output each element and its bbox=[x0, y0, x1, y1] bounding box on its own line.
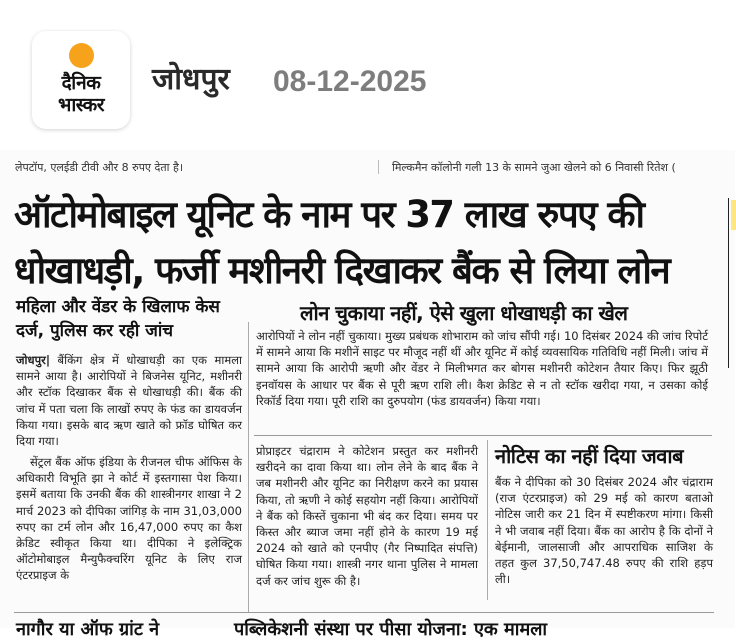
notice-subheadline: नोटिस का नहीं दिया जवाब bbox=[495, 444, 683, 468]
headline-line-2: धोखाधड़ी, फर्जी मशीनरी दिखाकर बैंक से लिया लोन bbox=[14, 249, 670, 292]
headline-line-1: ऑटोमोबाइल यूनिट के नाम पर 37 लाख रुपए की bbox=[14, 193, 644, 236]
adjacent-column-edge bbox=[728, 198, 735, 368]
left-para-1-text: बैंकिंग क्षेत्र में धोखाधड़ी का एक मामला सामने आया है। आरोपियों ने बिजनेस यूनिट, मशीनरी और स्टॉक दिखाकर बैंक से धोखाधड़ी की। बैंक की जांच में पता चला कि लाखों रुपए के फंड का डायवर्जन किया गया। इसके बाद ऋण खाते को फ्रॉड घोषित कर दिया गया। bbox=[16, 353, 242, 449]
edition-date: 08-12-2025 bbox=[273, 65, 427, 98]
middle-top-body: आरोपियों ने लोन नहीं चुकाया। मुख्य प्रबंधक शोभाराम को जांच सौंपी गई। 10 दिसंबर 2024 की जांच रिपोर्ट में सामने आया कि मशीनें साइट पर मौजूद नहीं थीं और यूनिट में कोई व्यवसायिक गतिविधि नहीं मिली। जांच में सामने आया कि आरोपी ऋणी और वेंडर ने मिलीभगत कर बोगस मशीनरी कोटेशन तैयार किए। फिर झूठी इनवॉयस के आधार पर बैंक से पूरी ऋण राशि ली। कैश क्रेडिट से न तो स्टॉक खरीदा गया, न उसका कोई रिकॉर्ड दिया गया। पूरी राशि का दुरुपयोग (फंड डायवर्जन) किया गया। bbox=[256, 329, 708, 408]
next-headline-cut-right: पब्लिकेशनी संस्था पर पीसा योजना: एक मामला bbox=[234, 619, 548, 640]
left-column-para-1 bbox=[16, 352, 242, 449]
edition-city: जोधपुर bbox=[152, 62, 230, 97]
sun-icon bbox=[69, 43, 94, 68]
logo-text-line1: दैनिक bbox=[61, 72, 101, 94]
dateline: जोधपुर| bbox=[16, 353, 51, 367]
app-header bbox=[0, 0, 735, 150]
section-divider bbox=[254, 435, 712, 436]
left-column-para-2: सेंट्रल बैंक ऑफ इंडिया के रीजनल चीफ ऑफिस के अधिकारी विभूति झा ने कोर्ट में इस्तगासा पेश किया। इसमें बताया कि उनकी बैंक की शास्त्रीनगर शाखा ने 2 मार्च 2023 को दीपिका जांगिड़ के नाम 31,03,000 रुपए का टर्म लोन और 16,47,000 रुपए का कैश क्रेडिट स्वीकृत किया था। दीपिका ने इलेक्ट्रिक ऑटोमोबाइल मैन्युफैक्चरिंग यूनिट के लिए राज एंटरप्राइज के bbox=[16, 455, 242, 583]
next-headline-cut-left: नागौर या ऑफ ग्रांट ने bbox=[16, 619, 160, 640]
adjacent-highlight bbox=[731, 200, 736, 230]
section-divider bbox=[14, 612, 714, 613]
subheadline-left: महिला और वेंडर के खिलाफ केस दर्ज, पुलिस कर रही जांच bbox=[16, 297, 220, 341]
middle-bottom-body: प्रोप्राइटर चंद्राराम ने कोटेशन प्रस्तुत कर मशीनरी खरीदने का दावा किया था। लोन लेने के बाद बैंक ने जब मशीनरी और यूनिट का निरीक्षण करने का प्रयास किया, तो ऋणी ने कोई सहयोग नहीं किया। आरोपियों ने बैंक को किस्तें चुकाना भी बंद कर दिया। समय पर किस्त और ब्याज जमा नहीं होने के कारण 19 मई 2024 को खाते को एनपीए (गैर निष्पादित संपत्ति) घोषित किया गया। शास्त्री नगर थाना पुलिस ने मामला दर्ज कर जांच शुरू की है। bbox=[256, 444, 478, 588]
top-strip-left-text: लेपटॉप, एलईडी टीवी और 8 रुपए देता है। bbox=[15, 161, 183, 174]
dainik-bhaskar-logo[interactable] bbox=[32, 31, 130, 129]
top-strip-right-text: मिल्कमैन कॉलोनी गली 13 के सामने जुआ खेलने को 6 निवासी रितेश ( bbox=[392, 161, 676, 174]
column-divider bbox=[378, 160, 379, 174]
column-divider bbox=[487, 440, 488, 600]
newspaper-clipping bbox=[0, 150, 735, 640]
column-divider bbox=[248, 322, 249, 612]
subheadline-middle: लोन चुकाया नहीं, ऐसे खुला धोखाधड़ी का खेल bbox=[300, 301, 628, 325]
logo-text-line2: भास्कर bbox=[57, 94, 105, 116]
notice-body: बैंक ने दीपिका को 30 दिसंबर 2024 और चंद्राराम (राज एंटरप्राइज) को 29 मई को कारण बताओ नोटिस जारी कर 21 दिन में स्पष्टीकरण मांगा। किसी ने भी जवाब नहीं दिया। बैंक का आरोप है कि दोनों ने बेईमानी, जालसाजी और आपराधिक साजिश के तहत कुल 37,50,747.48 रुपए की राशि हड़प ली। bbox=[495, 475, 713, 587]
